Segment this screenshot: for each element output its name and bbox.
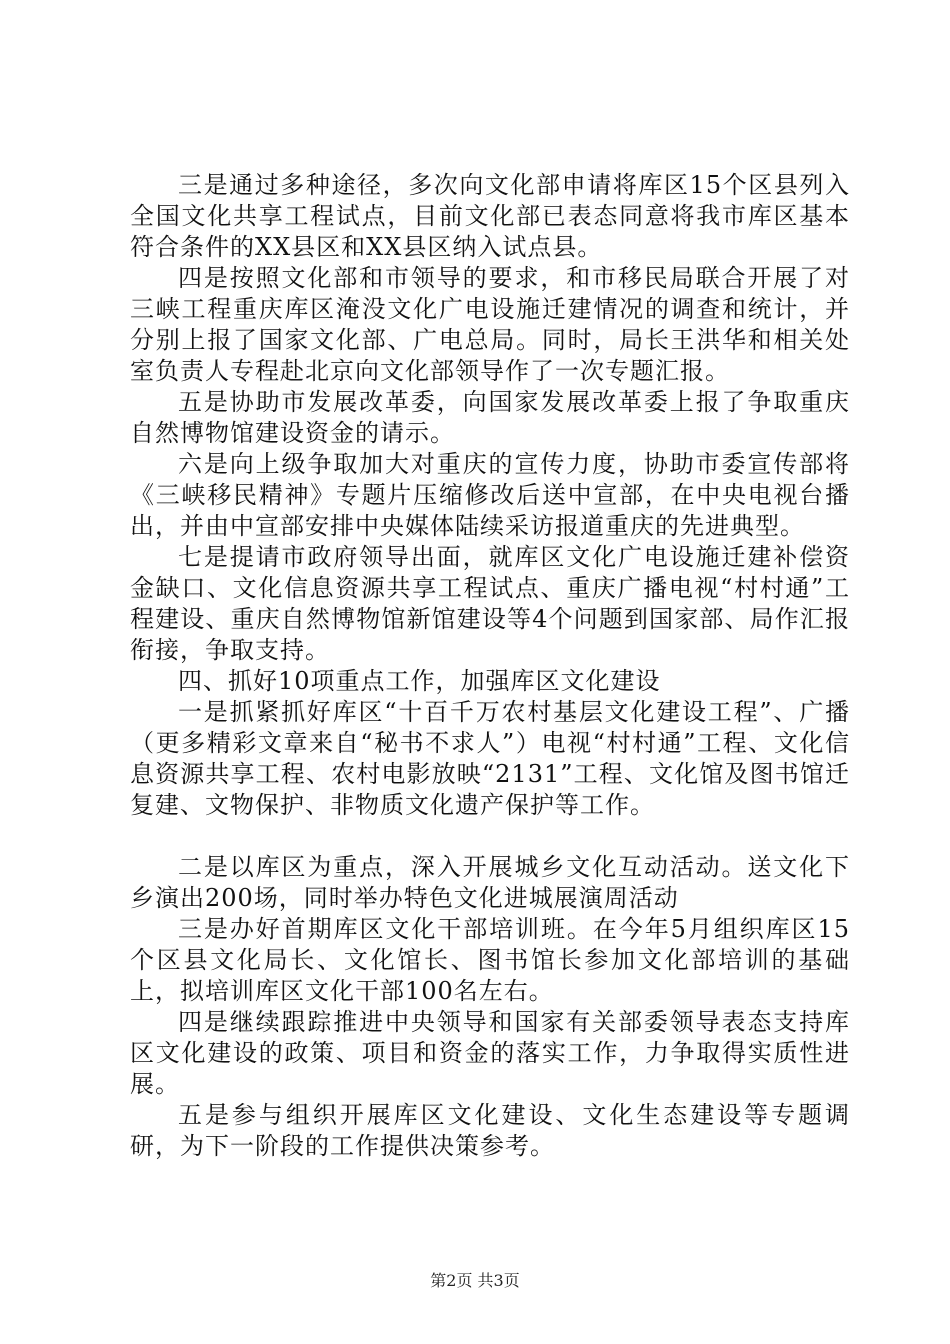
paragraph-item-6: 六是向上级争取加大对重庆的宣传力度，协助市委宣传部将《三峡移民精神》专题片压缩修改后送中宣部，在中央电视台播出，并由中宣部安排中央媒体陆续采访报道重庆的先进典型。 bbox=[130, 450, 850, 540]
paragraph-gap bbox=[130, 821, 850, 852]
document-body bbox=[130, 170, 850, 1162]
paragraph-item-4: 四是按照文化部和市领导的要求，和市移民局联合开展了对三峡工程重庆库区淹没文化广电设施迁建情况的调查和统计，并分别上报了国家文化部、广电总局。同时，局长王洪华和相关处室负责人专程赴北京向文化部领导作了一次专题汇报。 bbox=[130, 264, 850, 385]
paragraph-item-3: 三是通过多种途径，多次向文化部申请将库区15个区县列入全国文化共享工程试点，目前文化部已表态同意将我市库区基本符合条件的XX县区和XX县区纳入试点县。 bbox=[130, 171, 850, 261]
task-item-3: 三是办好首期库区文化干部培训班。在今年5月组织库区15个区县文化局长、文化馆长、图书馆长参加文化部培训的基础上，拟培训库区文化干部100名左右。 bbox=[130, 915, 850, 1005]
task-item-5: 五是参与组织开展库区文化建设、文化生态建设等专题调研，为下一阶段的工作提供决策参考。 bbox=[130, 1101, 850, 1160]
task-item-2: 二是以库区为重点，深入开展城乡文化互动活动。送文化下乡演出200场，同时举办特色文化进城展演周活动 bbox=[130, 853, 850, 912]
paragraph-item-5: 五是协助市发展改革委，向国家发展改革委上报了争取重庆自然博物馆建设资金的请示。 bbox=[130, 388, 850, 447]
task-item-4: 四是继续跟踪推进中央领导和国家有关部委领导表态支持库区文化建设的政策、项目和资金的落实工作，力争取得实质性进展。 bbox=[130, 1008, 850, 1098]
task-item-1: 一是抓紧抓好库区“十百千万农村基层文化建设工程”、广播（更多精彩文章来自“秘书不求人”）电视“村村通”工程、文化信息资源共享工程、农村电影放映“2131”工程、文化馆及图书馆迁复建、文物保护、非物质文化遗产保护等工作。 bbox=[130, 698, 850, 819]
page-footer: 第2页 共3页 bbox=[430, 1271, 520, 1290]
section-heading-4: 四、抓好10项重点工作，加强库区文化建设 bbox=[178, 667, 661, 695]
paragraph-item-7: 七是提请市政府领导出面，就库区文化广电设施迁建补偿资金缺口、文化信息资源共享工程试点、重庆广播电视“村村通”工程建设、重庆自然博物馆新馆建设等4个问题到国家部、局作汇报衔接，争取支持。 bbox=[130, 543, 850, 664]
